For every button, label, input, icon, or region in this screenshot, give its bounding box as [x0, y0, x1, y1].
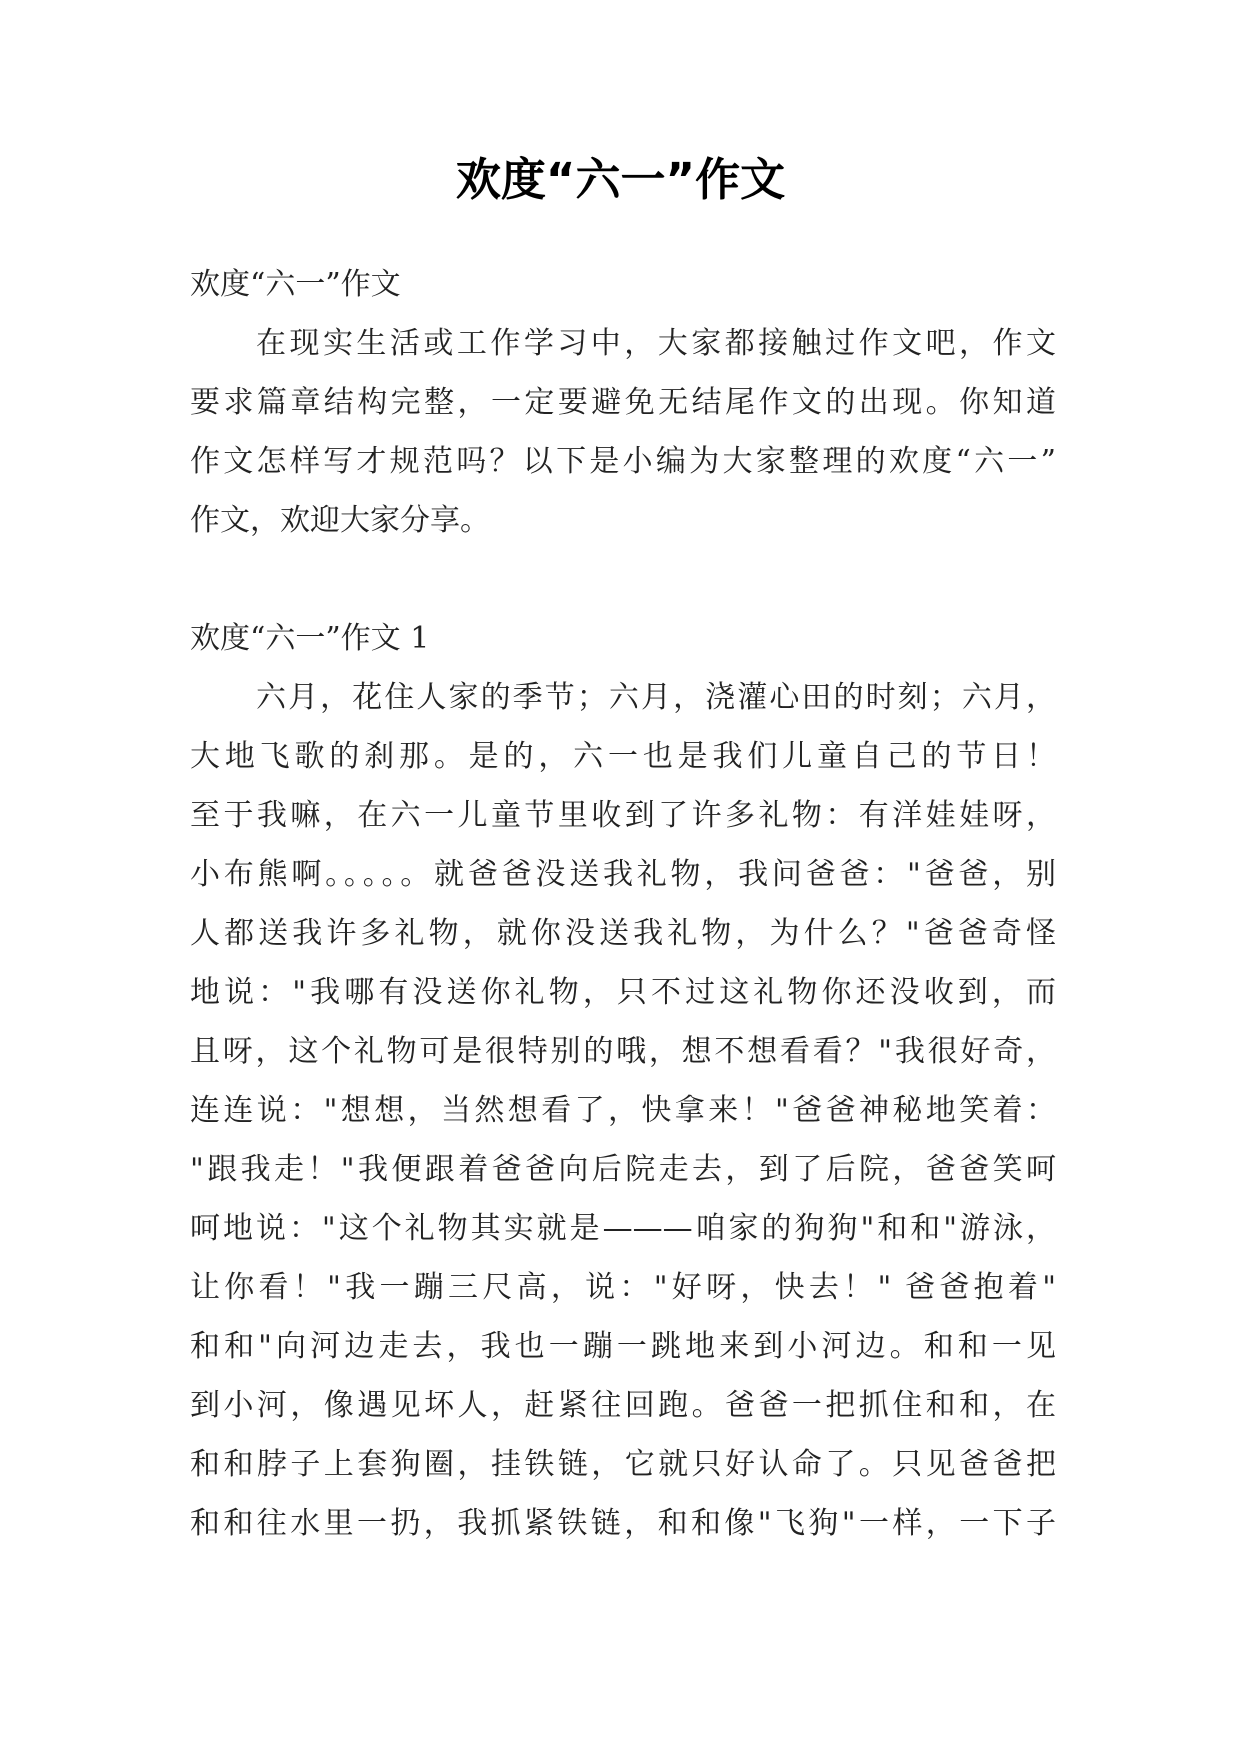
paragraph-line: 大地飞歌的刹那。是的，六一也是我们儿童自己的节日！: [190, 739, 1056, 774]
paragraph-line: 六月，花住人家的季节；六月，浇灌心田的时刻；六月，: [256, 680, 1056, 715]
paragraph-line: 至于我嘛，在六一儿童节里收到了许多礼物：有洋娃娃呀，: [190, 798, 1056, 833]
paragraph-line: 要求篇章结构完整，一定要避免无结尾作文的出现。你知道: [190, 385, 1056, 420]
paragraph-line: 且呀，这个礼物可是很特别的哦，想不想看看？"我很好奇，: [190, 1034, 1056, 1069]
paragraph-line: 和和脖子上套狗圈，挂铁链，它就只好认命了。只见爸爸把: [190, 1447, 1056, 1482]
section-heading: 欢度“六一”作文 1: [190, 621, 430, 656]
paragraph-line: 和和往水里一扔，我抓紧铁链，和和像"飞狗"一样，一下子: [190, 1506, 1056, 1541]
intro-paragraph: [190, 314, 1056, 550]
paragraph-line: 地说："我哪有没送你礼物，只不过这礼物你还没收到，而: [190, 975, 1056, 1010]
document-body: [190, 255, 1056, 1553]
paragraph-line: 在现实生活或工作学习中，大家都接触过作文吧，作文: [256, 326, 1056, 361]
paragraph-line: 连连说："想想，当然想看了，快拿来！"爸爸神秘地笑着：: [190, 1093, 1056, 1128]
paragraph-line: 让你看！"我一蹦三尺高，说："好呀，快去！" 爸爸抱着": [190, 1270, 1056, 1305]
paragraph-line: 作文怎样写才规范吗？以下是小编为大家整理的欢度“六一”: [190, 444, 1056, 479]
paragraph-line: 小布熊啊。。。。。就爸爸没送我礼物，我问爸爸："爸爸，别: [190, 857, 1056, 892]
paragraph-line: 作文，欢迎大家分享。: [190, 503, 490, 538]
paragraph-line: 人都送我许多礼物，就你没送我礼物，为什么？"爸爸奇怪: [190, 916, 1056, 951]
intro-heading: 欢度“六一”作文: [190, 267, 401, 302]
section-paragraph: [190, 668, 1056, 1553]
paragraph-spacer: [190, 550, 1056, 609]
document-title: 欢度“六一”作文: [455, 153, 786, 206]
paragraph-line: 和和"向河边走去，我也一蹦一跳地来到小河边。和和一见: [190, 1329, 1056, 1364]
paragraph-line: 到小河，像遇见坏人，赶紧往回跑。爸爸一把抓住和和，在: [190, 1388, 1056, 1423]
paragraph-line: 呵地说："这个礼物其实就是———咱家的狗狗"和和"游泳，: [190, 1211, 1056, 1246]
paragraph-line: "跟我走！"我便跟着爸爸向后院走去，到了后院，爸爸笑呵: [190, 1152, 1056, 1187]
